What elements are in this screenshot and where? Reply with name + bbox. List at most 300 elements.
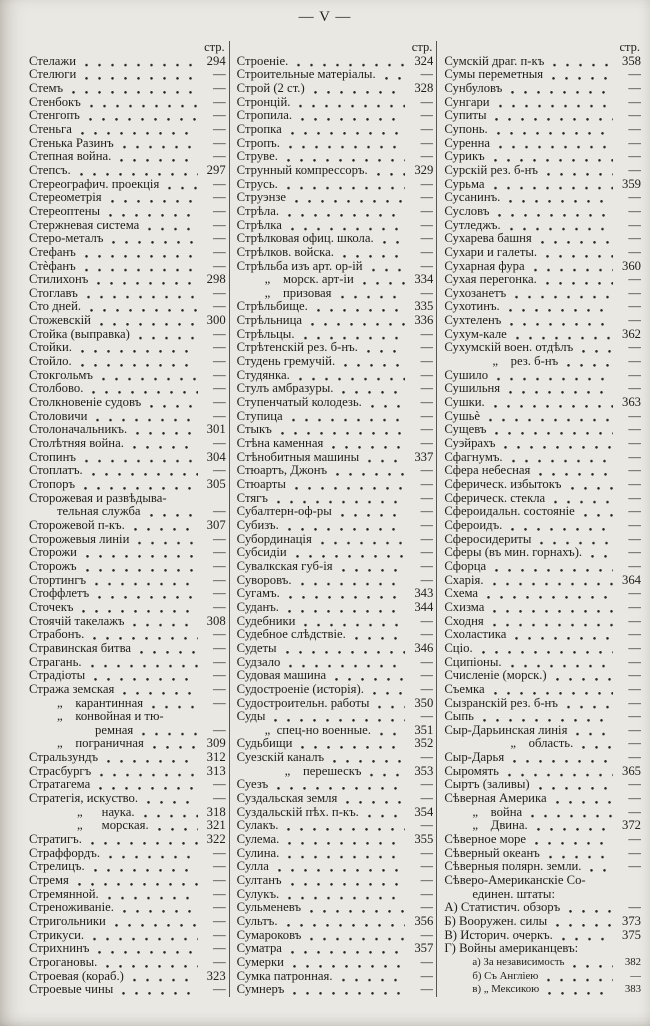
entry-term: Стокгольмъ — [29, 368, 93, 382]
dot-leader — [75, 164, 198, 178]
column-entries — [237, 55, 434, 997]
index-entry — [29, 970, 226, 984]
dot-leader — [534, 778, 613, 792]
entry-page-number: — — [628, 641, 642, 655]
entry-term: Стравинская битва — [29, 641, 132, 655]
dot-leader — [506, 519, 613, 533]
entry-page-number: — — [628, 68, 642, 82]
entry-term: „ конвойная и тю- — [57, 710, 164, 724]
dot-leader — [551, 792, 613, 806]
entry-page-number: — — [420, 573, 434, 587]
entry-term: Стрѣлков. войска. — [236, 245, 334, 259]
entry-term: Сухотинъ. — [444, 300, 500, 314]
entry-term: Стортингъ — [29, 573, 87, 587]
entry-page-number: — — [628, 587, 642, 601]
entry-page-number: — — [628, 368, 642, 382]
entry-page-number: — — [628, 682, 642, 696]
entry-page-number: — — [212, 68, 226, 82]
index-entry — [29, 437, 226, 451]
entry-term: Стропка — [236, 122, 282, 136]
dot-leader — [477, 642, 613, 656]
dot-leader — [535, 533, 613, 547]
index-entry — [237, 697, 434, 711]
entry-term: Сухари и галеты. — [444, 245, 538, 259]
entry-page-number: — — [628, 341, 642, 355]
dot-leader — [327, 437, 405, 451]
dot-leader — [489, 683, 613, 697]
index-entry — [444, 642, 641, 656]
index-entry — [444, 232, 641, 246]
dot-leader — [372, 164, 406, 178]
dot-leader — [363, 451, 405, 465]
dot-leader — [284, 656, 405, 670]
dot-leader — [117, 983, 197, 997]
index-entry — [444, 901, 641, 915]
dot-leader — [85, 96, 198, 110]
entry-page-number: — — [628, 464, 642, 478]
dot-leader — [328, 751, 405, 765]
index-entry — [237, 328, 434, 342]
entry-page-number: 329 — [414, 163, 434, 177]
entry-term: Стрѣльбище. — [236, 300, 308, 314]
entry-term: Судебники — [236, 614, 296, 628]
entry-page-number: — — [212, 327, 226, 341]
entry-page-number: — — [212, 628, 226, 642]
entry-term: Струсь. — [236, 177, 278, 191]
index-entry — [444, 137, 641, 151]
entry-term: Сферическ. избытокъ — [444, 478, 562, 491]
dot-leader — [330, 669, 405, 683]
index-entry — [237, 410, 434, 424]
index-entry — [444, 970, 641, 984]
entry-term: Сульменевъ — [236, 901, 302, 915]
entry-page-number: — — [628, 696, 642, 710]
entry-term: Стропила. — [236, 109, 293, 123]
entry-term: Стоячій такелажъ — [29, 614, 125, 628]
entry-page-number: — — [628, 532, 642, 546]
entry-page-number: — — [420, 136, 434, 150]
entry-term: Стрѣльцы. — [236, 327, 295, 341]
entry-term: Сѣверо-Американскіе Со- — [444, 874, 586, 888]
entry-page-number: 309 — [206, 737, 226, 751]
dot-leader — [283, 519, 406, 533]
entry-page-number: 375 — [621, 928, 642, 942]
index-entry — [444, 505, 641, 519]
index-entry — [444, 615, 641, 629]
index-entry — [29, 601, 226, 615]
entry-term: Стрѣлка — [236, 218, 282, 232]
entry-page-number: — — [628, 655, 642, 669]
dot-leader — [104, 205, 198, 219]
dot-leader — [91, 410, 197, 424]
index-entry — [444, 273, 641, 287]
entry-term: Ступенчатый колодезь. — [236, 396, 362, 410]
dot-leader — [90, 574, 198, 588]
entry-term: Страффордъ. — [29, 846, 101, 860]
entry-term: „ война — [472, 805, 523, 819]
dot-leader — [135, 642, 198, 656]
entry-term: Сыртъ (заливы) — [444, 778, 530, 792]
dot-leader — [283, 205, 405, 219]
index-entry — [237, 219, 434, 233]
entry-page-number: — — [420, 177, 434, 191]
dot-leader — [492, 123, 613, 137]
entry-term: ремная — [95, 723, 134, 737]
index-entry — [29, 587, 226, 601]
dot-leader — [488, 574, 614, 588]
index-entry — [29, 929, 226, 943]
entry-page-number: — — [212, 150, 226, 164]
dot-leader — [331, 464, 405, 478]
entry-term: Стоплатъ. — [29, 464, 83, 478]
dot-leader — [103, 888, 198, 902]
index-entry — [444, 819, 641, 833]
dot-leader — [286, 942, 405, 956]
index-entry — [237, 137, 434, 151]
entry-term: Стюартъ, Джонъ — [236, 464, 328, 478]
index-entry — [29, 191, 226, 205]
dot-leader — [494, 137, 613, 151]
entry-term: Стойло. — [29, 355, 72, 369]
index-entry — [29, 55, 226, 69]
entry-term: Стрелицъ. — [29, 860, 85, 874]
dot-leader — [510, 628, 613, 642]
index-entry — [29, 164, 226, 178]
entry-term: Стенбокъ — [29, 95, 81, 109]
index-entry — [29, 123, 226, 137]
entry-page-number: — — [420, 778, 434, 792]
index-entry — [29, 642, 226, 656]
entry-term: Судзало — [236, 655, 281, 669]
entry-page-number: — — [628, 614, 642, 628]
entry-page-number: — — [628, 723, 642, 737]
dot-leader — [76, 123, 198, 137]
dot-leader — [110, 915, 198, 929]
entry-page-number: — — [420, 191, 434, 205]
dot-leader — [82, 287, 198, 301]
entry-term: Сферическ. стекла — [444, 491, 546, 505]
entry-page-number: — — [628, 409, 642, 423]
entry-term: Сухтеленъ — [444, 314, 502, 328]
entry-page-number: — — [628, 546, 642, 560]
entry-term: Судеты — [236, 641, 277, 655]
dot-leader — [341, 792, 405, 806]
dot-leader — [568, 956, 613, 970]
index-entry — [29, 150, 226, 164]
entry-page-number: — — [420, 259, 434, 273]
entry-page-number: — — [628, 163, 642, 177]
entry-term: Стрѣла. — [236, 204, 280, 218]
entry-term: Стержневая система — [29, 218, 140, 232]
entry-page-number: — — [420, 751, 434, 765]
dot-leader — [81, 560, 198, 574]
dot-leader — [282, 819, 405, 833]
entry-page-number: — — [212, 109, 226, 123]
dot-leader — [368, 683, 405, 697]
index-entry — [444, 328, 641, 342]
index-entry — [237, 656, 434, 670]
entry-term: Стойка (выправка) — [29, 327, 130, 341]
dot-leader — [276, 423, 406, 437]
entry-term: Сурикъ — [444, 150, 485, 164]
entry-term: Суезскій каналъ — [236, 751, 325, 765]
dot-leader — [380, 68, 406, 82]
entry-page-number: — — [628, 450, 642, 464]
index-entry — [237, 96, 434, 110]
dot-leader — [534, 464, 613, 478]
entry-term: Стрѣльба изъ арт. ор-ій — [236, 259, 363, 273]
page-column-label: стр. — [204, 40, 225, 54]
entry-page-number: 359 — [621, 177, 642, 191]
entry-term: Схизма — [444, 600, 485, 614]
index-entry — [237, 901, 434, 915]
entry-page-number: — — [628, 491, 642, 505]
index-entry — [237, 55, 434, 69]
entry-term: Столкновеніе судовъ — [29, 396, 142, 410]
entry-term: „ рез. б-нъ — [492, 355, 559, 369]
dot-leader — [299, 328, 406, 342]
index-entry — [29, 956, 226, 970]
index-entry — [29, 533, 226, 547]
entry-page-number: 304 — [206, 450, 226, 464]
dot-leader — [94, 778, 197, 792]
index-entry — [237, 287, 434, 301]
entry-term: Сурскій рез. б-нъ — [444, 163, 538, 177]
dot-leader — [283, 888, 405, 902]
index-entry — [237, 382, 434, 396]
index-entry — [237, 778, 434, 792]
entry-page-number: — — [420, 887, 434, 901]
dot-leader — [586, 546, 613, 560]
dot-leader — [482, 587, 613, 601]
entry-term: Сызранскій рез. б-нъ — [444, 696, 558, 710]
dot-leader — [296, 109, 405, 123]
entry-page-number: — — [212, 355, 226, 369]
dot-leader — [284, 587, 406, 601]
page-column-label: стр. — [411, 40, 433, 54]
dot-leader — [299, 615, 405, 629]
entry-term: Студень гремучій. — [236, 355, 336, 369]
dot-leader — [128, 615, 197, 629]
dot-leader — [536, 232, 613, 246]
index-entry — [237, 423, 434, 437]
entry-term: Стопинъ — [29, 450, 76, 464]
entry-term: Суматра — [236, 942, 282, 956]
dot-leader — [306, 314, 405, 328]
entry-page-number: — — [212, 122, 226, 136]
entry-page-number: — — [212, 136, 226, 150]
dot-leader — [286, 123, 406, 137]
entry-page-number: — — [212, 341, 226, 355]
entry-term: Страсбургъ — [29, 764, 92, 778]
entry-term: Судебное слѣдствіе. — [236, 628, 346, 642]
entry-term: Сфагнумъ. — [444, 450, 503, 464]
dot-leader — [284, 137, 405, 151]
dot-leader — [366, 396, 406, 410]
entry-page-number: — — [212, 723, 226, 737]
index-entry — [237, 451, 434, 465]
dot-leader — [305, 901, 405, 915]
entry-page-number: — — [628, 846, 642, 860]
entry-page-number: 372 — [621, 819, 642, 833]
dot-leader — [571, 724, 613, 738]
dot-leader — [288, 983, 405, 997]
entry-page-number: 365 — [621, 764, 642, 778]
entry-term: Суренна — [444, 136, 491, 150]
dot-leader — [547, 68, 613, 82]
entry-term: Стереометрія — [29, 191, 102, 205]
index-entry — [237, 123, 434, 137]
entry-page-number: — — [420, 518, 434, 532]
index-entry — [29, 341, 226, 355]
dot-leader — [549, 492, 613, 506]
dot-leader — [478, 710, 613, 724]
index-entry — [237, 806, 434, 820]
entry-term: Стемъ — [29, 81, 64, 95]
index-entry — [444, 737, 641, 751]
index-entry — [29, 232, 226, 246]
dot-leader — [288, 956, 405, 970]
entry-term: „ морская. — [77, 819, 149, 833]
dot-leader — [564, 901, 613, 915]
index-column-1 — [22, 41, 229, 997]
entry-term: Стягъ — [236, 491, 268, 505]
dot-leader — [557, 929, 613, 943]
entry-page-number: — — [420, 122, 434, 136]
dot-leader — [142, 792, 198, 806]
dot-leader — [338, 246, 405, 260]
dot-leader — [76, 341, 198, 355]
index-entry — [444, 55, 641, 69]
index-entry — [444, 765, 641, 779]
entry-term: Сто дней. — [29, 300, 82, 314]
index-entry — [237, 587, 434, 601]
entry-term: Сухарева башня — [444, 232, 532, 246]
index-entry — [444, 205, 641, 219]
dot-leader — [145, 505, 198, 519]
entry-page-number: — — [212, 191, 226, 205]
entry-page-number: 356 — [414, 915, 434, 928]
dot-leader — [87, 382, 197, 396]
entry-page-number: — — [212, 232, 226, 246]
index-entry — [237, 478, 434, 492]
dot-leader — [76, 355, 198, 369]
dot-leader — [585, 860, 613, 874]
entry-page-number: — — [212, 81, 226, 95]
dot-leader — [526, 806, 613, 820]
index-entry — [444, 983, 641, 997]
entry-term: Б) Вооружен. силы — [444, 915, 548, 928]
entry-term: Стрикуси. — [29, 928, 85, 942]
entry-page-number: — — [628, 232, 642, 246]
entry-page-number: — — [420, 95, 434, 109]
entry-term: „ Двина. — [472, 819, 528, 833]
entry-term: Съемка — [444, 682, 485, 696]
entry-term: Сусанинъ. — [444, 191, 501, 205]
index-entry — [237, 710, 434, 724]
entry-term: Суданъ. — [236, 600, 279, 614]
index-entry — [29, 942, 226, 956]
index-entry — [29, 915, 226, 929]
entry-term: Стыкъ — [236, 423, 272, 437]
dot-leader — [292, 55, 405, 69]
entry-term: Ступица — [236, 409, 283, 423]
entry-term: Сушило — [444, 368, 489, 382]
entry-term: Сумы переметныя — [444, 68, 544, 82]
entry-page-number: — — [420, 874, 434, 888]
entry-page-number: — — [420, 150, 434, 164]
entry-term: Сферы (въ мин. горнахъ). — [444, 546, 583, 560]
dot-leader — [95, 765, 197, 779]
entry-term: Сущевъ — [444, 423, 487, 437]
entry-page-number: — — [628, 218, 642, 232]
entry-term: Столоначальникъ. — [29, 423, 128, 437]
entry-page-number: — — [420, 846, 434, 860]
entry-term: Сушьѐ — [444, 409, 481, 423]
entry-term: Стремянной. — [29, 887, 99, 901]
entry-term: Стральзундъ — [29, 751, 99, 765]
dot-leader — [282, 150, 405, 164]
index-entry — [444, 109, 641, 123]
dot-leader — [337, 560, 406, 574]
index-entry — [29, 137, 226, 151]
dot-leader — [163, 178, 197, 192]
index-entry — [29, 260, 226, 274]
index-entry — [29, 451, 226, 465]
dot-leader — [92, 273, 197, 287]
dot-leader — [490, 423, 613, 437]
index-entry — [237, 533, 434, 547]
dot-leader — [543, 983, 613, 997]
dot-leader — [529, 260, 613, 274]
entry-term: „ карантинная — [57, 696, 144, 710]
entry-page-number: 301 — [206, 423, 226, 437]
entry-term: Г) Войны американцевъ: — [444, 942, 579, 956]
dot-leader — [67, 82, 198, 96]
entry-term: Суэйрахъ — [444, 437, 496, 451]
dot-leader — [133, 533, 197, 547]
dot-leader — [87, 464, 198, 478]
dot-leader — [373, 697, 405, 711]
entry-term: Стѣнобитныя машины — [236, 450, 360, 464]
entry-page-number: — — [420, 218, 434, 232]
entry-page-number: — — [212, 778, 226, 792]
entry-page-number: — — [420, 491, 434, 505]
dot-leader — [95, 314, 198, 328]
entry-page-number: — — [212, 573, 226, 587]
index-entry — [237, 942, 434, 956]
entry-term: Сунбуловъ — [444, 81, 503, 95]
dot-leader — [336, 505, 406, 519]
dot-leader — [296, 737, 405, 751]
entry-page-number: 364 — [621, 573, 642, 587]
index-entry — [29, 737, 226, 751]
dot-leader — [562, 355, 613, 369]
index-entry — [29, 560, 226, 574]
index-entry — [237, 519, 434, 533]
dot-leader — [286, 874, 406, 888]
dot-leader — [104, 847, 198, 861]
dot-leader — [312, 300, 406, 314]
entry-term: Сушки. — [444, 396, 485, 410]
index-entry — [29, 505, 226, 519]
index-entry — [444, 123, 641, 137]
entry-term: Сфероидальн. состояніе — [444, 505, 575, 519]
dot-leader — [86, 656, 198, 670]
dot-leader — [97, 369, 198, 383]
dot-leader — [128, 437, 198, 451]
entry-page-number: — — [212, 655, 226, 669]
